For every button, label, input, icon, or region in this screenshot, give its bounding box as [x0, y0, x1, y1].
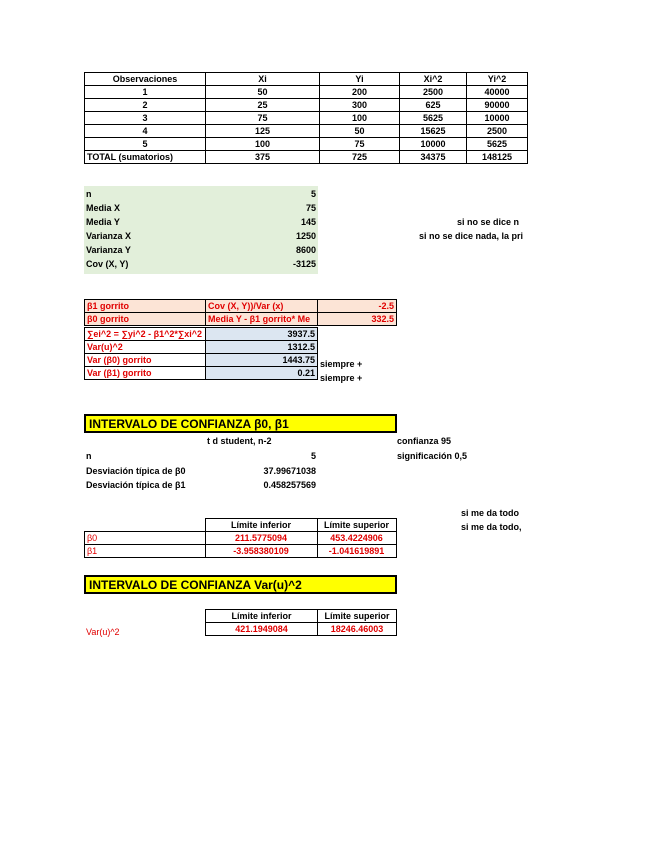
cell: 3 [85, 112, 206, 125]
table-row [85, 86, 528, 99]
stat-label: Media Y [86, 217, 120, 227]
cell: Var(u)^2 [85, 341, 206, 354]
section-title-ic-var: INTERVALO DE CONFIANZA Var(u)^2 [84, 575, 397, 594]
table-header-row [85, 519, 397, 532]
table-row [85, 313, 397, 326]
cell: 453.4224906 [317, 532, 396, 545]
cell: 725 [320, 151, 400, 164]
cell: -3.958380109 [205, 545, 317, 558]
variance-note: siempre + [320, 373, 363, 383]
observations-table [84, 72, 528, 164]
cell: 2500 [467, 125, 528, 138]
variances-table [84, 327, 318, 380]
cell: 1312.5 [206, 341, 318, 354]
side-note: si no se dice n [457, 217, 520, 227]
cell: 375 [206, 151, 320, 164]
cell: 300 [320, 99, 400, 112]
cell: 50 [206, 86, 320, 99]
col-header-upper: Límite superior [318, 610, 397, 623]
n-value: 5 [310, 451, 316, 461]
table-row [85, 341, 318, 354]
table-row [85, 328, 318, 341]
significance-label: significación 0,5 [397, 451, 468, 461]
cell: 18246.46003 [318, 623, 397, 636]
cell: 2500 [400, 86, 467, 99]
cell: 5625 [467, 138, 528, 151]
t-student-label: t d student, n-2 [207, 436, 272, 446]
col-header-upper: Límite superior [317, 519, 396, 532]
sd-label: Desviación típica de β0 [86, 466, 186, 476]
ic-beta-table [84, 518, 397, 558]
table-row [85, 138, 528, 151]
cell: β1 gorrito [85, 300, 206, 313]
sd-value: 0.458257569 [263, 480, 316, 490]
table-row [85, 125, 528, 138]
table-header-row [206, 610, 397, 623]
cell: 1443.75 [206, 354, 318, 367]
stat-label: Cov (X, Y) [86, 259, 129, 269]
cell: 2 [85, 99, 206, 112]
sd-value: 37.99671038 [263, 466, 316, 476]
stat-label: Media X [86, 203, 121, 213]
cell: 90000 [467, 99, 528, 112]
col-header: Yi^2 [467, 73, 528, 86]
cell: β1 [85, 545, 206, 558]
cell: ∑ei^2 = ∑yi^2 - β1^2*∑xi^2 [85, 328, 206, 341]
side-note: si me da todo [461, 508, 520, 518]
col-header: Observaciones [85, 73, 206, 86]
col-header-lower: Límite inferior [205, 519, 317, 532]
stat-value: 75 [305, 203, 316, 213]
cell: 25 [206, 99, 320, 112]
cell: 4 [85, 125, 206, 138]
cell: 5625 [400, 112, 467, 125]
cell: 100 [320, 112, 400, 125]
col-header: Yi [320, 73, 400, 86]
variance-note: siempre + [320, 359, 363, 369]
n-label: n [86, 451, 92, 461]
cell: 75 [320, 138, 400, 151]
stat-label: n [86, 189, 92, 199]
stat-value: 8600 [295, 245, 316, 255]
col-header: Xi [206, 73, 320, 86]
sd-label: Desviación típica de β1 [86, 480, 186, 490]
table-row [206, 623, 397, 636]
stat-label: Varianza X [86, 231, 132, 241]
cell: 0.21 [206, 367, 318, 380]
section-title-ic-beta: INTERVALO DE CONFIANZA β0, β1 [84, 414, 397, 433]
cell: 100 [206, 138, 320, 151]
cell: TOTAL (sumatorios) [85, 151, 206, 164]
cell: 200 [320, 86, 400, 99]
cell: 3937.5 [206, 328, 318, 341]
stat-label: Varianza Y [86, 245, 131, 255]
cell: Var (β1) gorrito [85, 367, 206, 380]
cell: 50 [320, 125, 400, 138]
side-note: si no se dice nada, la pri [419, 231, 524, 241]
cell: 5 [85, 138, 206, 151]
table-row [85, 532, 397, 545]
cell: 332.5 [318, 313, 397, 326]
cell: -2.5 [318, 300, 397, 313]
ic-var-table [205, 609, 397, 636]
cell: 1 [85, 86, 206, 99]
cell: 15625 [400, 125, 467, 138]
confidence-label: confianza 95 [397, 436, 452, 446]
table-row [85, 367, 318, 380]
table-row [85, 545, 397, 558]
col-header: Xi^2 [400, 73, 467, 86]
cell: 75 [206, 112, 320, 125]
cell [85, 519, 206, 532]
cell: β0 [85, 532, 206, 545]
cell: Var (β0) gorrito [85, 354, 206, 367]
table-row [85, 99, 528, 112]
cell: -1.041619891 [317, 545, 396, 558]
cell: 148125 [467, 151, 528, 164]
col-header-lower: Límite inferior [206, 610, 318, 623]
stat-value: 1250 [295, 231, 316, 241]
cell: 34375 [400, 151, 467, 164]
cell: 211.5775094 [205, 532, 317, 545]
stat-value: -3125 [292, 259, 316, 269]
table-header-row [85, 73, 528, 86]
cell: 10000 [467, 112, 528, 125]
stat-value: 145 [300, 217, 316, 227]
cell: 625 [400, 99, 467, 112]
table-row [85, 354, 318, 367]
cell: Media Y - β1 gorrito* Me [206, 313, 318, 326]
cell: 421.1949084 [206, 623, 318, 636]
var-row-label: Var(u)^2 [86, 627, 120, 637]
stat-value: 5 [310, 189, 316, 199]
side-note: si me da todo, [461, 522, 522, 532]
estimators-table [84, 299, 397, 326]
cell: 10000 [400, 138, 467, 151]
cell: 40000 [467, 86, 528, 99]
table-row [85, 300, 397, 313]
cell: β0 gorrito [85, 313, 206, 326]
table-total-row [85, 151, 528, 164]
cell: Cov (X, Y))/Var (x) [206, 300, 318, 313]
cell: 125 [206, 125, 320, 138]
table-row [85, 112, 528, 125]
